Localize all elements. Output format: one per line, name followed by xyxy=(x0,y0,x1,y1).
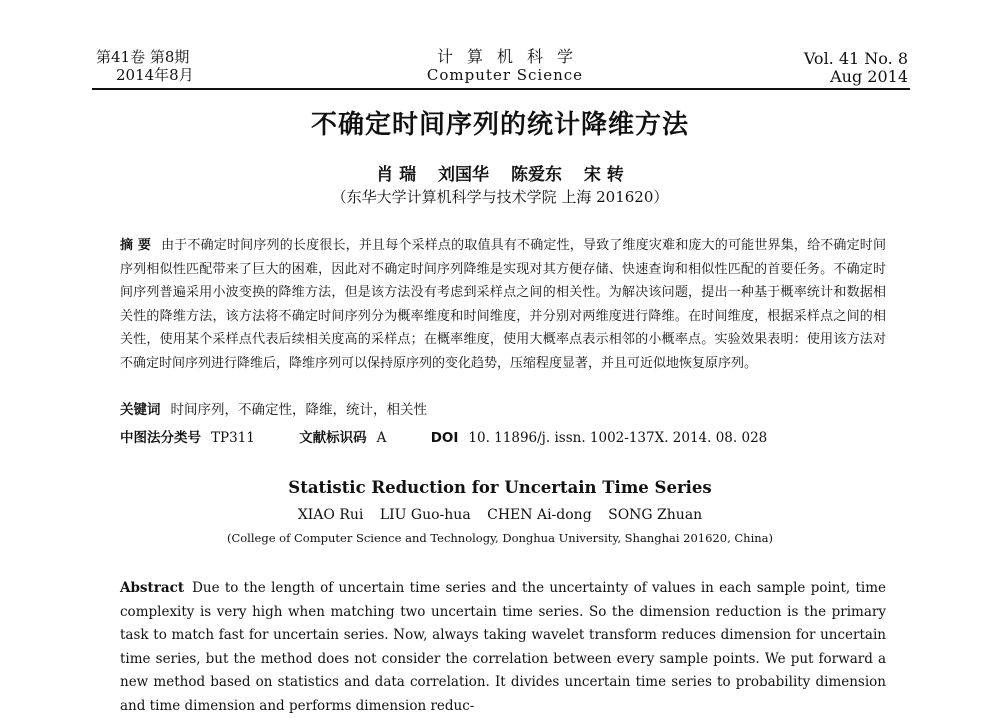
keywords-cn-text: 时间序列，不确定性，降维，统计，相关性 xyxy=(170,402,427,418)
classification-line xyxy=(120,428,767,448)
date-cn: 2014年8月 xyxy=(116,66,194,84)
abstract-cn xyxy=(120,234,886,375)
author-en: XIAO Rui xyxy=(297,507,364,523)
journal-name-en: Computer Science xyxy=(426,66,584,84)
keywords-cn-label: 关键词 xyxy=(120,402,161,418)
clc-value: TP311 xyxy=(211,430,255,446)
authors-en xyxy=(0,507,1000,523)
author-en: LIU Guo-hua xyxy=(379,507,471,523)
abstract-en-text: Due to the length of uncertain time series and the uncertainty of values in each sample point, time complexity is very high when matching two uncertain time series. So the dimension reduction is the primary task to match fast for uncertain series. Now, always taking wavelet transform reduces dimension for uncertain time series, but the method does not consider the correlation between every sample points. We put forward a new method based on statistics and data correlation. It divides uncertain time series to probability dimension and time dimension and performs dimension reduc- xyxy=(120,580,886,714)
authors-cn xyxy=(0,160,1000,185)
doc-code-value: A xyxy=(376,430,387,446)
journal-volume-en xyxy=(804,50,908,86)
affiliation-en: (College of Computer Science and Technology, Donghua University, Shanghai 201620, China) xyxy=(226,531,774,545)
clc-label: 中图法分类号 xyxy=(120,430,201,446)
volume-issue-en: Vol. 41 No. 8 xyxy=(803,49,908,68)
author-cn: 刘国华 xyxy=(438,165,490,185)
author-cn: 陈爱东 xyxy=(510,165,562,185)
header-rule xyxy=(92,88,910,90)
paper-title-cn: 不确定时间序列的统计降维方法 xyxy=(310,110,689,140)
author-cn: 宋 转 xyxy=(583,165,624,185)
keywords-cn xyxy=(120,400,427,420)
doi-value: 10. 11896/j. issn. 1002-137X. 2014. 08. 028 xyxy=(468,430,768,446)
author-cn: 肖 瑞 xyxy=(376,165,417,185)
journal-name xyxy=(390,48,620,84)
abstract-cn-label: 摘 要 xyxy=(120,238,152,253)
paper-title-en: Statistic Reduction for Uncertain Time Series xyxy=(288,478,712,497)
abstract-cn-text: 由于不确定时间序列的长度很长，并且每个采样点的取值具有不确定性，导致了维度灾难和庞大的可能世界集，给不确定时间序列相似性匹配带来了巨大的困难，因此对不确定时间序列降维是实现对其方便存储、快速查询和相似性匹配的首要任务。不确定时间序列普遍采用小波变换的降维方法，但是该方法没有考虑到采样点之间的相关性。为解决该问题，提出一种基于概率统计和数据相关性的降维方法，该方法将不确定时间序列分为概率维度和时间维度，并分别对两维度进行降维。在时间维度，根据采样点之间的相关性，使用某个采样点代表后续相关度高的采样点；在概率维度，使用大概率点表示相邻的小概率点。实验效果表明：使用该方法对不确定时间序列进行降维后，降维序列可以保持原序列的变化趋势，压缩程度显著，并且可近似地恢复原序列。 xyxy=(120,238,886,371)
affiliation-cn: （东华大学计算机科学与技术学院 上海 201620） xyxy=(331,188,669,206)
journal-name-cn: 计算机科学 xyxy=(436,47,587,66)
journal-volume-issue xyxy=(96,48,194,84)
doi-label: DOI xyxy=(430,430,459,446)
volume-issue-cn: 第41卷 第8期 xyxy=(96,48,190,66)
author-en: CHEN Ai-dong xyxy=(487,507,592,523)
doc-code-label: 文献标识码 xyxy=(299,430,367,446)
abstract-en xyxy=(120,577,886,718)
date-en: Aug 2014 xyxy=(830,67,908,86)
abstract-en-label: Abstract xyxy=(120,580,185,596)
author-en: SONG Zhuan xyxy=(608,507,703,523)
